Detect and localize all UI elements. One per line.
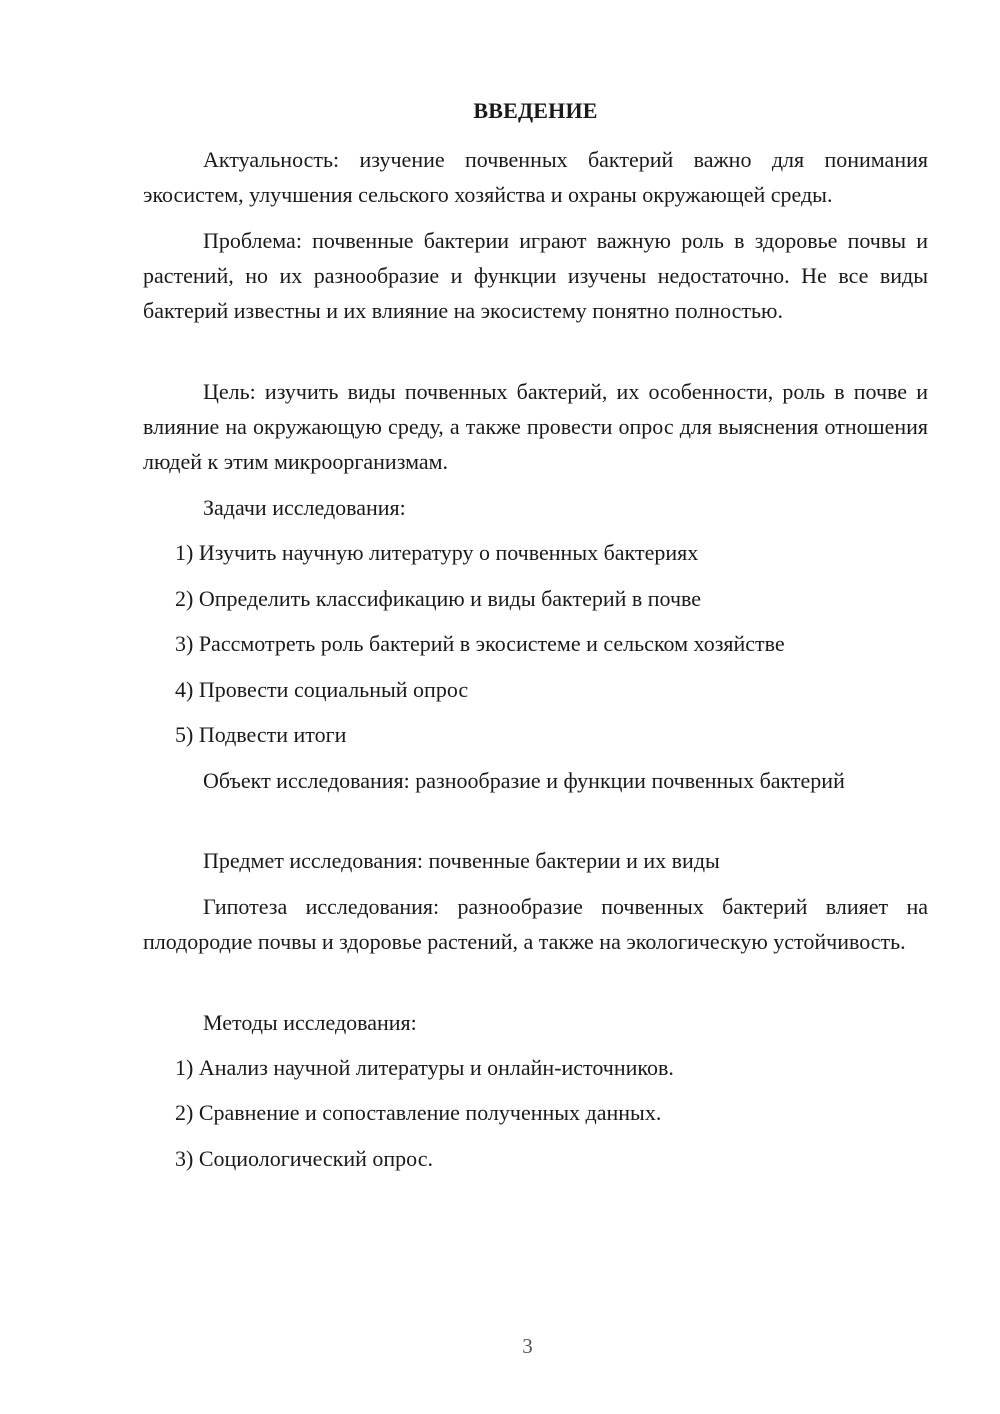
- method-item: 2) Сравнение и сопоставление полученных данных.: [175, 1100, 662, 1125]
- relevance-paragraph: Актуальность: изучение почвенных бактерий важно для понимания экосистем, улучшения сельского хозяйства и охраны окружающей среды.: [143, 147, 928, 207]
- method-item: 3) Социологический опрос.: [175, 1146, 433, 1171]
- method-item: 1) Анализ научной литературы и онлайн-источников.: [175, 1055, 674, 1080]
- goal-paragraph: Цель: изучить виды почвенных бактерий, их особенности, роль в почве и влияние на окружающую среду, а также провести опрос для выяснения отношения людей к этим микроорганизмам.: [143, 379, 928, 474]
- page-title: ВВЕДЕНИЕ: [473, 98, 598, 123]
- document-page: [143, 0, 928, 1414]
- task-item: 4) Провести социальный опрос: [175, 677, 469, 702]
- page-number: 3: [522, 1334, 533, 1358]
- tasks-heading: Задачи исследования:: [203, 495, 406, 520]
- task-item: 3) Рассмотреть роль бактерий в экосистеме и сельском хозяйстве: [175, 631, 785, 656]
- task-item: 2) Определить классификацию и виды бактерий в почве: [175, 586, 702, 611]
- subject-paragraph: Предмет исследования: почвенные бактерии и их виды: [203, 848, 720, 873]
- task-item: 5) Подвести итоги: [175, 722, 347, 747]
- task-item: 1) Изучить научную литературу о почвенных бактериях: [175, 540, 699, 565]
- methods-heading: Методы исследования:: [203, 1010, 417, 1035]
- object-paragraph: Объект исследования: разнообразие и функции почвенных бактерий: [203, 768, 845, 793]
- hypothesis-paragraph: Гипотеза исследования: разнообразие почвенных бактерий влияет на плодородие почвы и здоровье растений, а также на экологическую устойчивость.: [143, 894, 928, 954]
- problem-paragraph: Проблема: почвенные бактерии играют важную роль в здоровье почвы и растений, но их разнообразие и функции изучены недостаточно. Не все виды бактерий известны и их влияние на экосистему понятно полностью.: [143, 228, 928, 323]
